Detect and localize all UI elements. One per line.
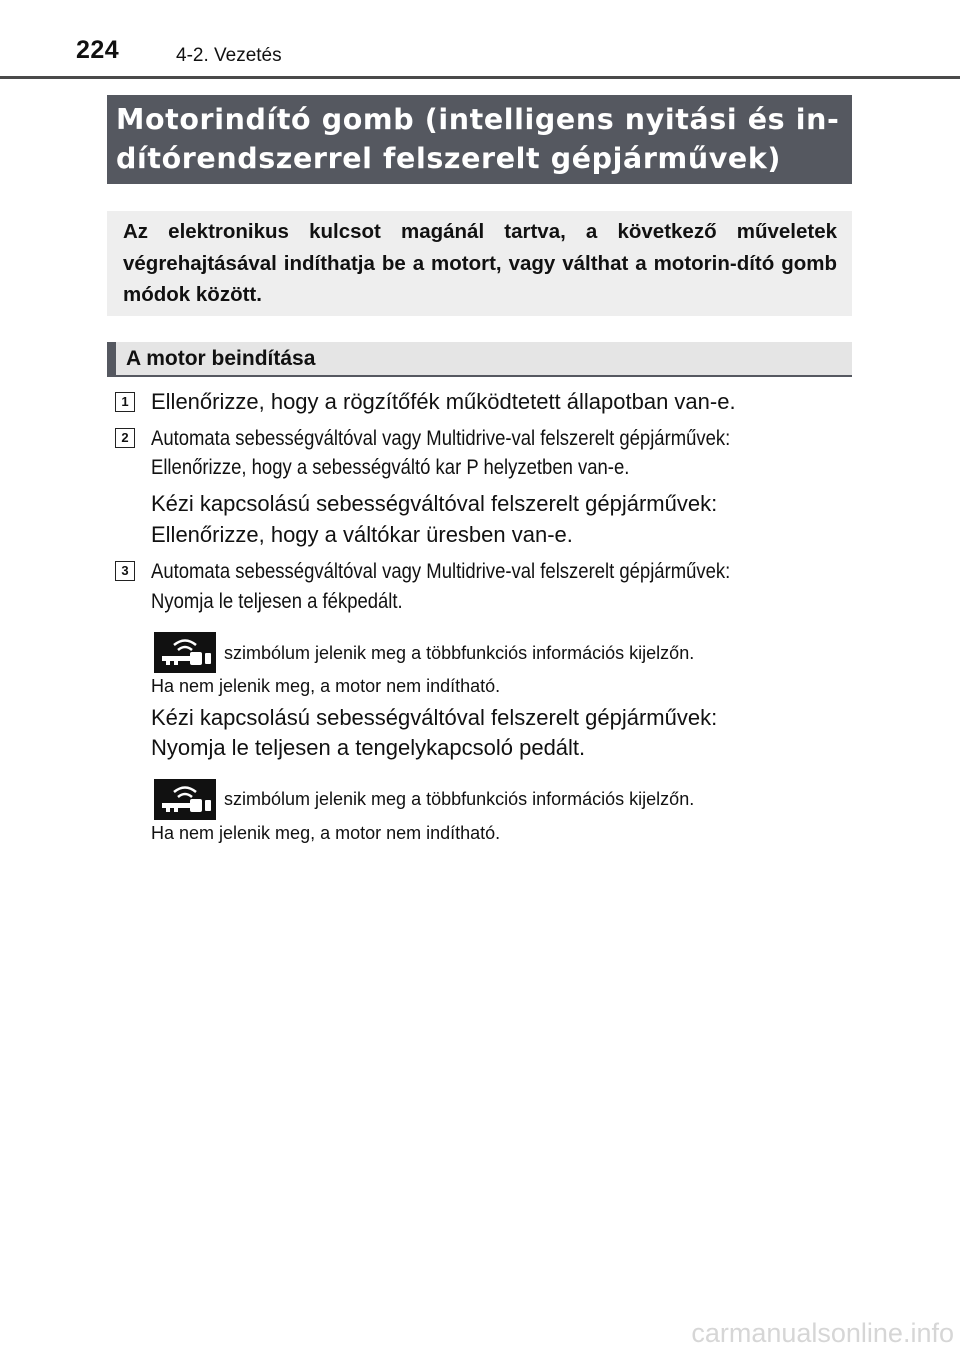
page-title-line-1: Motorindító gomb (intelligens nyitási és in- [116, 103, 840, 136]
step-2-auto-text: Ellenőrizze, hogy a sebességváltó kar P helyzetben van-e. [151, 456, 630, 479]
step-3-manual-text: Nyomja le teljesen a tengelykapcsoló pedált. [151, 735, 586, 760]
intro-box [107, 211, 852, 316]
key-with-signal-waves-icon [154, 779, 216, 820]
header-divider [0, 76, 960, 79]
step-3-auto-note: Ha nem jelenik meg, a motor nem indítható. [151, 676, 501, 696]
page-number: 224 [76, 36, 120, 64]
step-2-manual-label: Kézi kapcsolású sebességváltóval felszerelt gépjárművek: [151, 491, 718, 516]
page-title [107, 95, 852, 184]
step-number-1: 1 [115, 392, 135, 412]
step-3-manual-label: Kézi kapcsolású sebességváltóval felszerelt gépjárművek: [151, 705, 718, 730]
step-number-3: 3 [115, 561, 135, 581]
section-label: 4-2. Vezetés [176, 45, 282, 66]
sub-heading [107, 342, 852, 377]
sub-heading-text: A motor beindítása [126, 347, 316, 370]
step-3-auto-symbol-text: szimbólum jelenik meg a többfunkciós információs kijelzőn. [224, 643, 695, 663]
step-number-2: 2 [115, 428, 135, 448]
step-2-auto-label: Automata sebességváltóval vagy Multidrive-val felszerelt gépjárművek: [151, 427, 731, 450]
step-1-text: Ellenőrizze, hogy a rögzítőfék működtetett állapotban van-e. [151, 389, 736, 414]
step-3-auto-text: Nyomja le teljesen a fékpedált. [151, 590, 403, 613]
key-with-signal-waves-icon [154, 632, 216, 673]
step-2-manual-text: Ellenőrizze, hogy a váltókar üresben van-e. [151, 522, 573, 547]
page-header [0, 0, 960, 80]
intro-text: Az elektronikus kulcsot magánál tartva, a következő műveletek végrehajtásával indíthatja be a motort, vagy válthat a motorin-dító gomb módok között. [123, 220, 837, 306]
step-3-manual-note: Ha nem jelenik meg, a motor nem indítható. [151, 823, 501, 843]
step-3-auto-label: Automata sebességváltóval vagy Multidrive-val felszerelt gépjárművek: [151, 560, 731, 583]
page-title-line-2: dítórendszerrel felszerelt gépjárművek) [116, 142, 781, 175]
watermark: carmanualsonline.info [691, 1318, 954, 1348]
step-3-manual-symbol-text: szimbólum jelenik meg a többfunkciós információs kijelzőn. [224, 789, 695, 809]
